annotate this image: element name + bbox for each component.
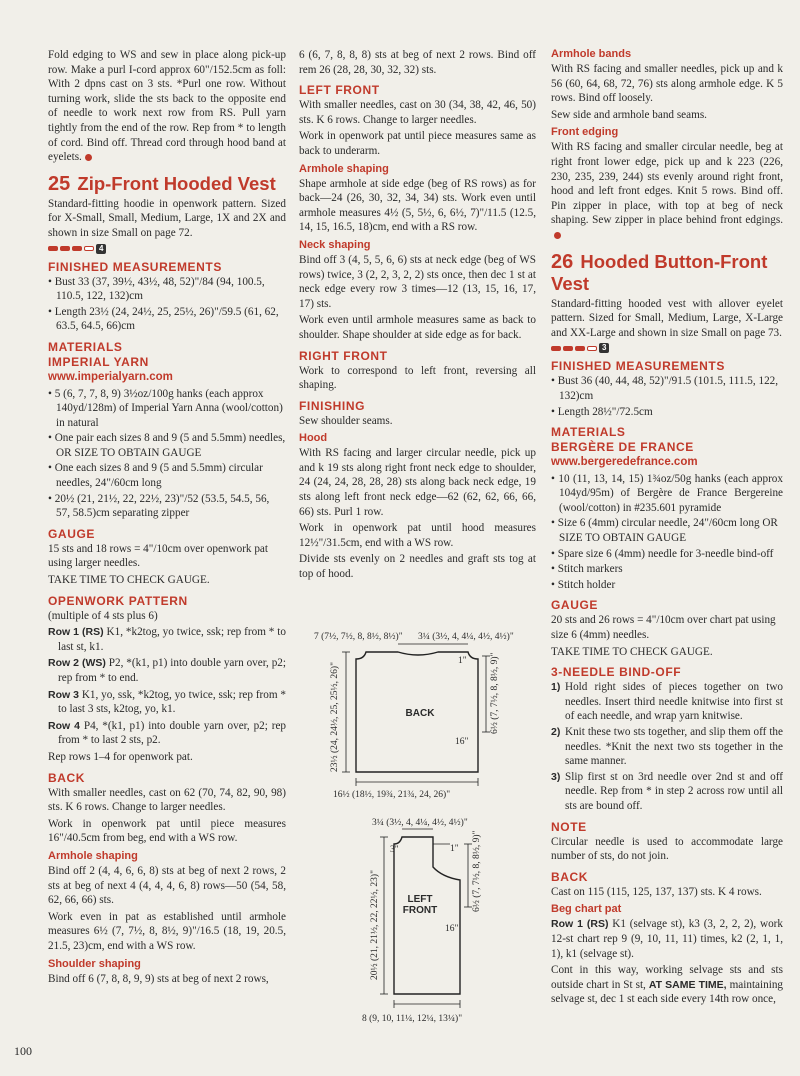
back-armhole-depth: 6½ (7, 7½, 8, 8½, 9)" (490, 652, 500, 734)
row1-text: Row 1 (RS) K1 (selvage st), k3 (3, 2, 2, 2), work 12-st chart rep 9 (9, 10, 11, 11) times, k2 (2, 1, 1, 1), k1 (selvage st). (551, 918, 783, 960)
skill-bar-icon (84, 246, 94, 251)
back-one-inch: 1" (458, 656, 467, 666)
shoulder-heading: Shoulder shaping (48, 957, 141, 970)
skill-level-badge: 4 (96, 244, 106, 254)
pattern-row: Row 4 P4, *(k1, p1) into double yarn over, p2; rep from * to last 2 sts, p2. (48, 719, 287, 747)
right-front-heading: RIGHT FRONT (299, 348, 388, 363)
pattern-26-desc: Standard-fitting hooded vest with allover eyelet pattern. Sized for Small, Medium, Large, X-Large and XX-Large and shown in size Small on page 73. (551, 297, 783, 339)
gauge-heading: GAUGE (48, 526, 96, 541)
pattern-25-title: 25 Zip-Front Hooded Vest (48, 172, 276, 195)
bindoff-heading: 3-NEEDLE BIND-OFF (551, 665, 682, 680)
back-heading: BACK (551, 869, 589, 884)
list-item: • Size 6 (4mm) circular needle, 24"/60cm long OR SIZE TO OBTAIN GAUGE (551, 516, 783, 545)
list-item: • Stitch holder (551, 578, 783, 593)
armhole-text: Bind off 2 (4, 4, 6, 6, 8) sts at beg of next 2 rows, 2 sts at beg of next 4 (4, 4, 4, 6, 8) rows—50 (54, 58, 62, 66, 66) sts. (48, 864, 286, 907)
list-item: • 5 (6, 7, 7, 8, 9) 3½oz/100g hanks (each approx 140yd/128m) of Imperial Yarn Anna (wool/cotton) in natural (48, 387, 286, 431)
gauge-check: TAKE TIME TO CHECK GAUGE. (48, 574, 210, 587)
pattern-row: Row 2 (WS) P2, *(k1, p1) into double yarn over, p2; rep from * to end. (48, 657, 286, 684)
list-item: • Spare size 6 (4mm) needle for 3-needle bind-off (551, 547, 783, 562)
hood-heading: Hood (299, 432, 328, 445)
brand-name: BERGÈRE DE FRANCE (551, 440, 694, 455)
hood-text: With RS facing and larger circular needle, pick up and k 19 sts along right front neck edge to shoulder, 24 (24, 24, 28, 28, 28) sts along back neck edge, 19 sts along left front neck edge—62 (62, 62, 66, 66, 66) sts. Purl 1 row. (299, 447, 536, 518)
back-text: Work in openwork pat until piece measures 16"/40.5cm from beg, end with a WS row. (48, 817, 286, 845)
front-bottom-width: 8 (9, 10, 11¼, 12¼, 13¼)" (362, 1014, 463, 1024)
materials-list (48, 387, 286, 521)
finishing-text: Sew shoulder seams. (299, 414, 393, 427)
openwork-multiple: (multiple of 4 sts plus 6) (48, 609, 158, 622)
skill-level-badge: 3 (599, 343, 609, 353)
armhole-heading: Armhole shaping (48, 849, 138, 862)
skill-bar-icon (72, 246, 82, 251)
neck-text: Bind off 3 (4, 5, 5, 6, 6) sts at neck edge (beg of WS rows) twice, 3 (2, 2, 3, 2, 2) sts once, then dec 1 st at neck edge every row 3 times—12 (13, 15, 16, 17, 17) sts. (299, 253, 536, 310)
finished-list (48, 275, 286, 334)
left-front-text: Work in openwork pat until piece measures same as back to underarm. (299, 130, 536, 157)
right-front-text: Work to correspond to left front, reversing all shaping. (299, 364, 536, 392)
skill-bar-icon (60, 246, 70, 251)
end-dot-icon (85, 154, 92, 161)
front-total-length: 20½ (21, 21½, 22, 22½, 23)" (370, 870, 380, 980)
hood-text: Divide sts evenly on 2 needles and graft sts tog at top of hood. (299, 553, 536, 581)
pattern-row: Row 3 K1, yo, ssk, *k2tog, yo twice, ssk; rep from * to last 3 sts, k2tog, yo, k1. (48, 688, 287, 716)
back-total-length: 23½ (24, 24½, 25, 25½, 26)" (330, 662, 340, 772)
column-2 (299, 48, 536, 584)
back-text: Cast on 115 (115, 125, 137, 137) sts. K 4 rows. (551, 885, 762, 898)
finished-heading: FINISHED MEASUREMENTS (48, 259, 222, 274)
repeat-rows: Rep rows 1–4 for openwork pat. (48, 750, 193, 763)
back-piece-label: BACK (405, 708, 435, 719)
left-front-text: With smaller needles, cast on 30 (34, 38, 42, 46, 50) sts. K 6 rows. Change to larger needles. (299, 99, 536, 126)
front-edging-text: With RS facing and smaller circular needle, beg at right front lower edge, pick up and k 223 (226, 230, 235, 239, 244) sts evenly around right front, hood and left front edges. Knit 5 rows. Bind off. Pin zipper in place, with top at beg of neck shaping. Sew zipper in place behind front edgings. (551, 140, 783, 242)
front-one-inch: 1" (450, 844, 459, 854)
pattern-row: Row 1 (RS) K1, *k2tog, yo twice, ssk; rep from * to last st, k1. (48, 626, 287, 653)
materials-list (551, 472, 783, 593)
armhole-bands-text: Sew side and armhole band seams. (551, 108, 707, 121)
front-shoulder-width: 3¼ (3½, 4, 4¼, 4½, 4½)" (372, 818, 468, 828)
materials-heading: MATERIALS (551, 425, 626, 440)
intro-paragraph: Fold edging to WS and sew in place along pick-up row. Make a purl I-cord approx 60"/152.5cm as foll: With 2 dpns cast on 3 sts. *Purl one row. Without turning work, slide the sts back to the opposite end of needle to work next row from RS. Pull yarn tightly from the end of the row. Rep from * to length of cord. Bind off. Thread cord through hood band at eyelets. (48, 49, 286, 164)
column-3 (551, 48, 783, 1009)
skill-bar-icon (587, 346, 597, 351)
finished-list (551, 374, 783, 419)
skill-bar-icon (48, 246, 58, 251)
armhole-text: Work even in pat as established until armhole measures 6½ (7, 7½, 8, 8½, 9)"/16.5 (18, 19, 20.5, 21.5, 23)cm, end with a WS row. (48, 910, 286, 952)
brand-website: www.bergeredefrance.com (551, 456, 698, 469)
neck-heading: Neck shaping (299, 238, 371, 251)
materials-heading: MATERIALS (48, 339, 123, 354)
cont-text: Cont in this way, working selvage sts and sts outside chart in St st, AT SAME TIME, maintaining selvage st, dec 1 st each side every 14th row once, (551, 964, 784, 1006)
list-item: 1) Hold right sides of pieces together on two needles. Insert third needle knitwise into first st of each needle, and wrap yarn knitwise. (551, 681, 783, 723)
front-armhole-depth: 6½ (7, 7½, 8, 8½, 9)" (472, 830, 482, 912)
column-1 (48, 48, 286, 988)
armhole-text: Shape armhole at side edge (beg of RS rows) as for back—24 (26, 30, 32, 34, 34) sts. Work even until armhole measures 4½ (5, 5½, 6, 6½, 7)"/11.5 (12.5, 14, 15, 16.5, 18)cm, end with a RS row. (299, 177, 536, 234)
back-heading: BACK (48, 770, 86, 785)
list-item: • Bust 36 (40, 44, 48, 52)"/91.5 (101.5, 111.5, 122, 132)cm (551, 374, 783, 403)
back-top-width: 7 (7½, 7½, 8, 8½, 8½)" (314, 632, 403, 642)
front-side-length: 16" (445, 924, 459, 934)
gauge-text: 20 sts and 26 rows = 4"/10cm over chart pat using size 6 (4mm) needles. (551, 614, 776, 642)
brand-website: www.imperialyarn.com (48, 370, 173, 383)
front-edging-heading: Front edging (551, 126, 619, 139)
skill-bar-icon (563, 346, 573, 351)
shoulder-text: Bind off 6 (7, 8, 8, 9, 9) sts at beg of next 2 rows, (48, 972, 269, 985)
armhole-bands-text: With RS facing and smaller needles, pick up and k 56 (60, 64, 68, 72, 76) sts along armhole edge. K 5 rows. Bind off loosely. (551, 63, 783, 105)
list-item: • Length 23½ (24, 24½, 25, 25½, 26)"/59.5 (61, 62, 63.5, 64.5, 66)cm (48, 305, 286, 334)
pattern-26-title: 26 Hooded Button-Front Vest (551, 250, 768, 294)
finishing-heading: FINISHING (299, 398, 366, 413)
neck-text: Work even until armhole measures same as back to shoulder. Shape shoulder at side edge as for back. (299, 314, 536, 341)
list-item: • 10 (11, 13, 14, 15) 1¾oz/50g hanks (each approx 104yd/95m) of Bergère de France Bergereine (wool/cotton) in #235.601 pyramide (551, 472, 783, 516)
back-text: With smaller needles, cast on 62 (70, 74, 82, 90, 98) sts. K 6 rows. Change to larger needles. (48, 786, 286, 814)
front-piece-label: LEFT FRONT (402, 894, 438, 916)
skill-bar-icon (551, 346, 561, 351)
note-text: Circular needle is used to accommodate large number of sts, do not join. (551, 835, 783, 863)
hood-text: Work in openwork pat until hood measures 12½"/31.5cm, end with a WS row. (299, 522, 536, 549)
list-item: • Length 28½"/72.5cm (551, 405, 783, 420)
back-bottom-width: 16½ (18½, 19¾, 21¾, 24, 26)" (333, 790, 451, 800)
beg-chart-heading: Beg chart pat (551, 903, 622, 916)
list-item: • One each sizes 8 and 9 (5 and 5.5mm) circular needles, 24"/60cm long (48, 461, 286, 490)
skill-rating (551, 343, 783, 353)
list-item: • 20½ (21, 21½, 22, 22½, 23)"/52 (53.5, 54.5, 56, 57, 58.5)cm separating zipper (48, 492, 286, 521)
list-item: 2) Knit these two sts together, and slip them off the needles. *Knit the next two sts together in the same manner. (551, 726, 783, 768)
page-number: 100 (14, 1044, 32, 1058)
skill-bar-icon (575, 346, 585, 351)
brand-name: IMPERIAL YARN (48, 354, 149, 369)
back-shoulder-width: 3¼ (3½, 4, 4¼, 4½, 4½)" (418, 632, 514, 642)
gauge-check: TAKE TIME TO CHECK GAUGE. (551, 645, 713, 658)
list-item: • One pair each sizes 8 and 9 (5 and 5.5mm) needles, OR SIZE TO OBTAIN GAUGE (48, 431, 286, 460)
list-item: • Bust 33 (37, 39½, 43½, 48, 52)"/84 (94, 100.5, 110.5, 122, 132)cm (48, 275, 286, 304)
left-front-heading: LEFT FRONT (299, 83, 380, 98)
note-heading: NOTE (551, 819, 587, 834)
list-item: • Stitch markers (551, 562, 783, 577)
bindoff-steps (551, 680, 783, 813)
schematic-diagram (300, 632, 540, 1042)
pattern-25-desc: Standard-fitting hoodie in openwork pattern. Sized for X-Small, Small, Medium, Large, 1X and 2X and shown in size Small on page 72. (48, 197, 286, 239)
gauge-text: 15 sts and 18 rows = 4"/10cm over openwork pat using larger needles. (48, 542, 268, 570)
end-dot-icon (554, 232, 561, 239)
list-item: 3) Slip first st on 3rd needle over 2nd st and off needle. Rep from * in step 2 across row until all sts are bound off. (551, 770, 783, 812)
armhole-heading: Armhole shaping (299, 162, 389, 175)
gauge-heading: GAUGE (551, 598, 599, 613)
front-neck-depth: 3" (390, 845, 399, 855)
shoulder-cont: 6 (6, 7, 8, 8, 8) sts at beg of next 2 rows. Bind off rem 26 (28, 28, 30, 32, 32) sts. (299, 49, 536, 76)
finished-heading: FINISHED MEASUREMENTS (551, 359, 725, 374)
skill-rating (48, 244, 286, 254)
armhole-bands-heading: Armhole bands (551, 48, 632, 60)
openwork-heading: OPENWORK PATTERN (48, 593, 188, 608)
back-side-length: 16" (455, 737, 469, 747)
